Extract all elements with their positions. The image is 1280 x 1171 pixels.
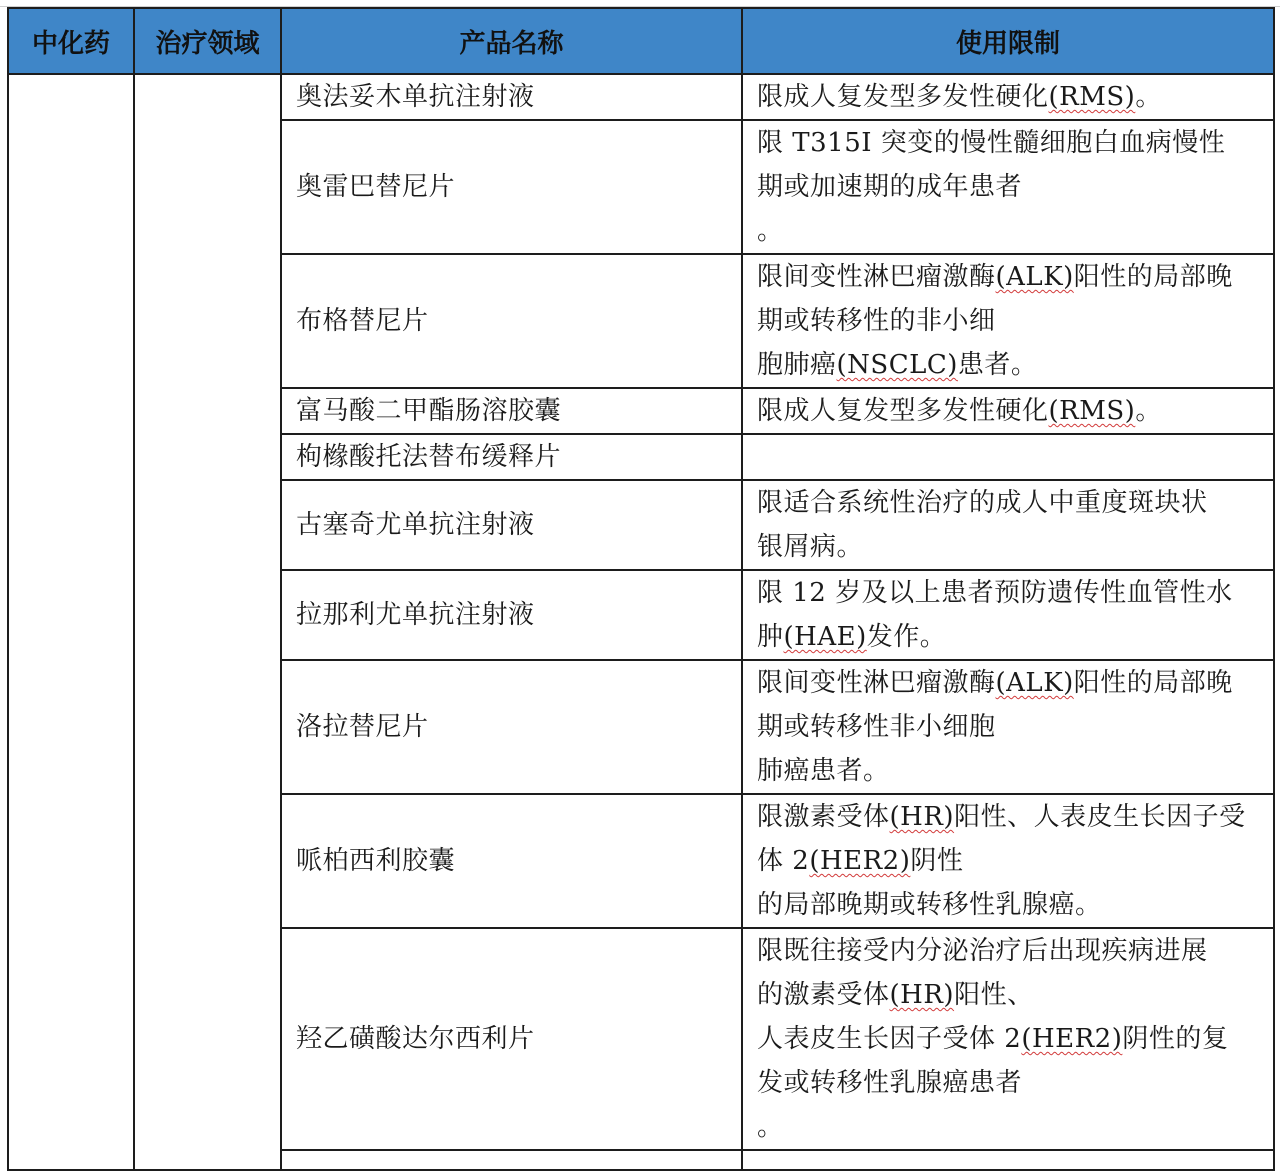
restriction-line: 期或转移性的非小细 — [757, 306, 996, 336]
product-name-cell: 拉那利尤单抗注射液 — [281, 570, 742, 660]
restriction-cell — [742, 434, 1274, 480]
page-top-rule — [0, 0, 1280, 7]
product-name-cell: 枸橼酸托法替布缓释片 — [281, 434, 742, 480]
restriction-line: 。 — [757, 216, 784, 246]
header-product-name: 产品名称 — [281, 8, 742, 74]
product-name-cell: 羟乙磺酸达尔西利片 — [281, 928, 742, 1150]
drug-restriction-table — [7, 7, 1275, 1171]
restriction-cell — [742, 928, 1274, 1150]
header-therapeutic-area: 治疗领域 — [134, 8, 281, 74]
product-name-cell: 古塞奇尤单抗注射液 — [281, 480, 742, 570]
product-name-cell: 奥法妥木单抗注射液 — [281, 74, 742, 120]
restriction-cell — [742, 480, 1274, 570]
restriction-cell — [742, 1150, 1274, 1170]
restriction-line: 发或转移性乳腺癌患者 — [757, 1068, 1023, 1098]
restriction-line: 的激素受体(HR)阳性、 — [757, 980, 1034, 1010]
therapeutic-area-cell — [134, 74, 281, 1170]
restriction-line: 限成人复发型多发性硬化(RMS)。 — [757, 396, 1162, 426]
restriction-cell — [742, 794, 1274, 928]
restriction-line: 肺癌患者。 — [757, 756, 890, 786]
restriction-line: 限间变性淋巴瘤激酶(ALK)阳性的局部晚 — [757, 668, 1233, 698]
product-name-cell — [281, 1150, 742, 1170]
product-name-cell: 奥雷巴替尼片 — [281, 120, 742, 254]
spellcheck-underline: (RMS) — [1048, 82, 1136, 112]
spellcheck-underline: (ALK) — [995, 668, 1074, 698]
restriction-line: 体 2(HER2)阴性 — [757, 846, 964, 876]
restriction-cell — [742, 388, 1274, 434]
restriction-cell — [742, 120, 1274, 254]
spellcheck-underline: (ALK) — [995, 262, 1074, 292]
product-name-cell: 富马酸二甲酯肠溶胶囊 — [281, 388, 742, 434]
restriction-line: 限成人复发型多发性硬化(RMS)。 — [757, 82, 1162, 112]
restriction-cell — [742, 570, 1274, 660]
restriction-line: 肿(HAE)发作。 — [757, 622, 947, 652]
restriction-cell — [742, 660, 1274, 794]
restriction-line: 限激素受体(HR)阳性、人表皮生长因子受 — [757, 802, 1246, 832]
restriction-line: 期或转移性非小细胞 — [757, 712, 996, 742]
restriction-line: 限适合系统性治疗的成人中重度斑块状 — [757, 488, 1208, 518]
header-usage-restriction: 使用限制 — [742, 8, 1274, 74]
category-cell — [8, 74, 134, 1170]
spellcheck-underline: (RMS) — [1048, 396, 1136, 426]
spellcheck-underline: (HER2) — [809, 846, 911, 876]
restriction-cell — [742, 254, 1274, 388]
spellcheck-underline: (HAE) — [783, 622, 867, 652]
restriction-line: 的局部晚期或转移性乳腺癌。 — [757, 890, 1102, 920]
restriction-line: 银屑病。 — [757, 532, 864, 562]
restriction-line: 限间变性淋巴瘤激酶(ALK)阳性的局部晚 — [757, 262, 1233, 292]
restriction-line: 限 T315I 突变的慢性髓细胞白血病慢性 — [757, 128, 1226, 158]
product-name-cell: 布格替尼片 — [281, 254, 742, 388]
product-name-cell: 哌柏西利胶囊 — [281, 794, 742, 928]
spellcheck-underline: (HER2) — [1021, 1024, 1123, 1054]
product-name-cell: 洛拉替尼片 — [281, 660, 742, 794]
restriction-cell — [742, 74, 1274, 120]
header-category: 中化药 — [8, 8, 134, 74]
restriction-line: 期或加速期的成年患者 — [757, 172, 1023, 202]
table-header-row — [8, 8, 1274, 74]
spellcheck-underline: (HR) — [889, 980, 955, 1010]
spellcheck-underline: (HR) — [889, 802, 955, 832]
restriction-line: 胞肺癌(NSCLC)患者。 — [757, 350, 1038, 380]
table-row — [8, 74, 1274, 120]
restriction-line: 限 12 岁及以上患者预防遗传性血管性水 — [757, 578, 1233, 608]
restriction-line: 限既往接受内分泌治疗后出现疾病进展 — [757, 936, 1208, 966]
restriction-line: 。 — [757, 1112, 784, 1142]
restriction-line: 人表皮生长因子受体 2(HER2)阴性的复 — [757, 1024, 1229, 1054]
spellcheck-underline: (NSCLC) — [836, 350, 958, 380]
